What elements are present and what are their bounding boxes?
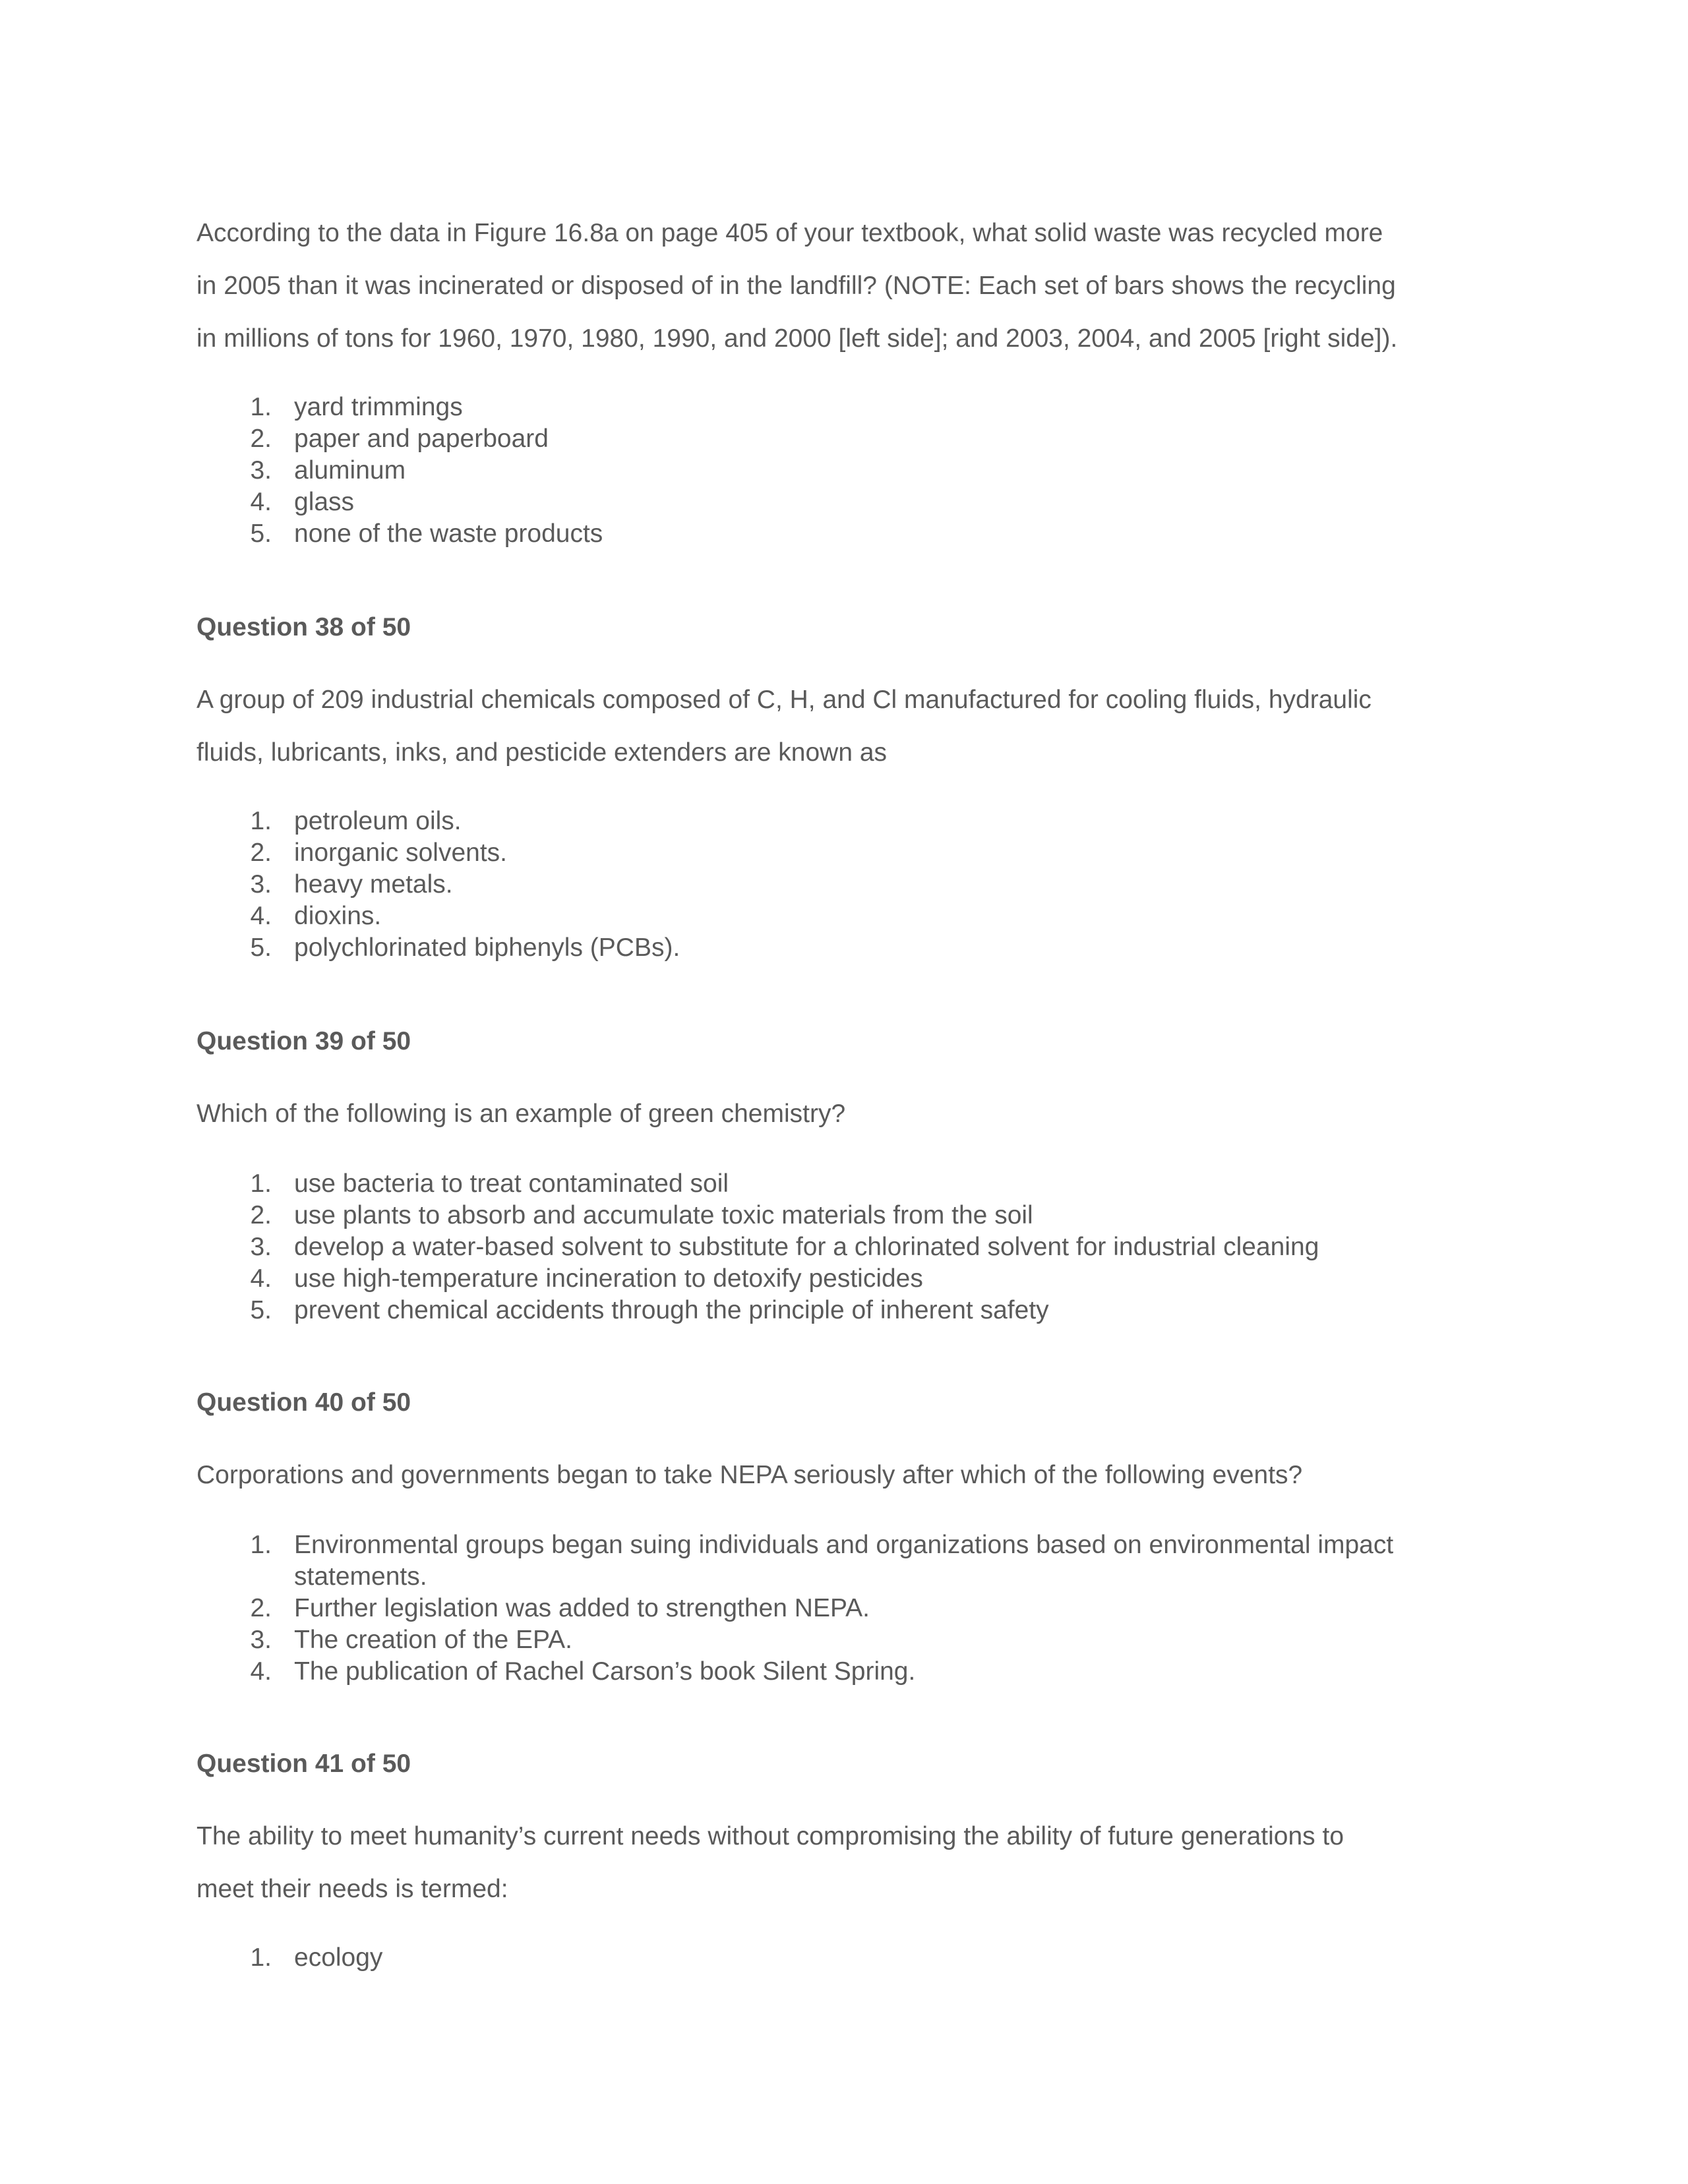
question-text-line: in millions of tons for 1960, 1970, 1980, 1990, and 2000 [left side]; and 2003, 2004, and 2005 [right side]).: [196, 324, 1398, 353]
answer-option: 1. yard trimmings: [250, 393, 463, 421]
answer-option: 2. use plants to absorb and accumulate toxic materials from the soil: [250, 1201, 1033, 1229]
question-41-options: [0, 1942, 382, 1974]
answer-option: 3. develop a water-based solvent to substitute for a chlorinated solvent for industrial cleaning: [250, 1233, 1319, 1261]
answer-option: 3. The creation of the EPA.: [250, 1626, 573, 1654]
question-39-options: [0, 1168, 1319, 1326]
question-text-line: in 2005 than it was incinerated or disposed of in the landfill? (NOTE: Each set of bars shows the recycling: [196, 272, 1396, 300]
question-38-heading: Question 38 of 50: [196, 613, 411, 641]
answer-option: 3. aluminum: [250, 456, 406, 485]
question-40-text: [196, 1449, 1515, 1502]
answer-option: 5. prevent chemical accidents through the principle of inherent safety: [250, 1296, 1049, 1324]
answer-option: 1. use bacteria to treat contaminated soil: [250, 1169, 729, 1198]
question-text-line: Which of the following is an example of green chemistry?: [196, 1100, 846, 1128]
question-text-line: fluids, lubricants, inks, and pesticide extenders are known as: [196, 738, 888, 767]
answer-option: 2. Further legislation was added to strengthen NEPA.: [250, 1594, 870, 1622]
question-41-heading: Question 41 of 50: [196, 1750, 411, 1778]
question-39-text: [196, 1088, 1515, 1140]
question-39-heading: Question 39 of 50: [196, 1027, 411, 1055]
question-37-options: [0, 392, 603, 550]
question-38-options: [0, 806, 680, 964]
answer-option: 1. Environmental groups began suing individuals and organizations based on environmental impact statements.: [250, 1531, 1394, 1591]
question-40-heading: Question 40 of 50: [196, 1388, 411, 1417]
question-text-line: meet their needs is termed:: [196, 1875, 508, 1903]
answer-option: 4. use high-temperature incineration to detoxify pesticides: [250, 1264, 923, 1293]
question-text-line: A group of 209 industrial chemicals composed of C, H, and Cl manufactured for cooling fluids, hydraulic: [196, 686, 1372, 714]
answer-option: 4. The publication of Rachel Carson’s book Silent Spring.: [250, 1657, 916, 1686]
answer-option: 4. glass: [250, 488, 355, 516]
question-41-text: [196, 1810, 1515, 1916]
question-text-line: According to the data in Figure 16.8a on page 405 of your textbook, what solid waste was recycled more: [196, 219, 1383, 247]
answer-option: 2. inorganic solvents.: [250, 839, 508, 867]
answer-option: 1. ecology: [250, 1943, 383, 1972]
answer-option: 5. polychlorinated biphenyls (PCBs).: [250, 933, 680, 962]
answer-option: 5. none of the waste products: [250, 519, 603, 548]
answer-option: 1. petroleum oils.: [250, 807, 462, 835]
answer-option: 2. paper and paperboard: [250, 425, 549, 453]
answer-option: 3. heavy metals.: [250, 870, 453, 899]
question-40-options: [0, 1529, 1393, 1688]
question-37-text: [196, 207, 1515, 365]
answer-option: 4. dioxins.: [250, 902, 382, 930]
question-38-text: [196, 674, 1515, 779]
question-text-line: Corporations and governments began to take NEPA seriously after which of the following events?: [196, 1461, 1303, 1489]
question-text-line: The ability to meet humanity’s current needs without compromising the ability of future generations to: [196, 1822, 1344, 1850]
